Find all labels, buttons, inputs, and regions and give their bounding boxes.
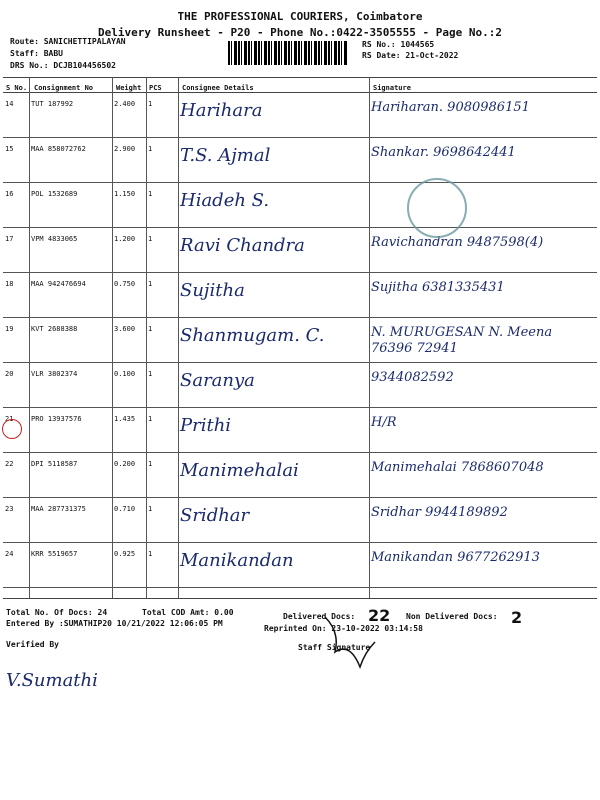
row-consignee-name: T.S. Ajmal: [178, 138, 369, 183]
table-row: [3, 93, 597, 138]
verified-by: Verified By: [6, 640, 59, 649]
drs-number: DRS No.: DCJB104456502: [10, 61, 116, 70]
row-weight: 1.150: [112, 183, 146, 228]
row-consignee-name: Hiadeh S.: [178, 183, 369, 228]
row-pcs: 1: [146, 363, 178, 408]
row-pcs: 1: [146, 183, 178, 228]
row-pcs: 1: [146, 228, 178, 273]
row-weight: 1.200: [112, 228, 146, 273]
rs-number: RS No.: 1044565: [362, 40, 435, 49]
row-sno: 19: [3, 318, 29, 363]
delivered-label: Delivered Docs:: [283, 612, 356, 621]
row-weight: 0.100: [112, 363, 146, 408]
total-cod: Total COD Amt: 0.00: [142, 608, 234, 617]
table-row: [3, 228, 597, 273]
row-pcs: 1: [146, 408, 178, 453]
row-weight: 0.710: [112, 498, 146, 543]
row-pcs: 1: [146, 273, 178, 318]
row-consignment: PRO 13937576: [29, 408, 112, 453]
row-weight: 3.600: [112, 318, 146, 363]
table-row: [3, 183, 597, 228]
barcode: [228, 41, 348, 65]
col-weight: Weight: [116, 84, 142, 92]
row-sno: 17: [3, 228, 29, 273]
row-sno: 16: [3, 183, 29, 228]
row-consignee-name: Harihara: [178, 93, 369, 138]
row-consignee-name: Sridhar: [178, 498, 369, 543]
table-row: [3, 408, 597, 453]
sheet-title: Delivery Runsheet - P20 - Phone No.:0422-3505555 - Page No.:2: [98, 26, 502, 39]
table-row: [3, 318, 597, 363]
row-weight: 2.400: [112, 93, 146, 138]
row-signature: Sridhar 9944189892: [369, 498, 597, 543]
row-21-circle-mark: [2, 419, 22, 439]
row-consignment: KVT 2688388: [29, 318, 112, 363]
row-weight: 0.750: [112, 273, 146, 318]
col-sno: S No.: [6, 84, 28, 92]
table-row: [3, 498, 597, 543]
table-row: [3, 363, 597, 408]
row-consignment: KRR 5519657: [29, 543, 112, 588]
row-consignee-name: Sujitha: [178, 273, 369, 318]
row-consignment: POL 1532689: [29, 183, 112, 228]
row-consignee-name: Prithi: [178, 408, 369, 453]
table-row: [3, 543, 597, 588]
staff: Staff: BABU: [10, 49, 63, 58]
row-sno: 15: [3, 138, 29, 183]
row-sno: 21: [3, 408, 29, 453]
row-weight: 0.200: [112, 453, 146, 498]
table-row: [3, 453, 597, 498]
row-consignment: VLR 3802374: [29, 363, 112, 408]
row-pcs: 1: [146, 138, 178, 183]
row-consignee-name: Manimehalai: [178, 453, 369, 498]
col-pcs: PCS: [149, 84, 162, 92]
row-signature: N. MURUGESAN N. Meena 76396 72941: [369, 318, 597, 363]
row-consignment: MAA 942476694: [29, 273, 112, 318]
row-sno: 20: [3, 363, 29, 408]
row-signature: Hariharan. 9080986151: [369, 93, 597, 138]
row-signature: Ravichandran 9487598(4): [369, 228, 597, 273]
row-consignment: VPM 4833065: [29, 228, 112, 273]
company-title: THE PROFESSIONAL COURIERS, Coimbatore: [177, 10, 423, 23]
company-stamp: [407, 178, 467, 238]
row-weight: 1.435: [112, 408, 146, 453]
col-consignee: Consignee Details: [182, 84, 254, 92]
row-pcs: 1: [146, 93, 178, 138]
row-consignee-name: Ravi Chandra: [178, 228, 369, 273]
row-sno: 22: [3, 453, 29, 498]
row-weight: 0.925: [112, 543, 146, 588]
table-rule-bottom: [3, 598, 597, 599]
rs-date: RS Date: 21-Oct-2022: [362, 51, 459, 60]
header-rule-top: [3, 77, 597, 78]
col-consignment: Consignment No: [34, 84, 94, 92]
row-consignment: DPI 5118587: [29, 453, 112, 498]
table-row: [3, 138, 597, 183]
row-sno: 23: [3, 498, 29, 543]
row-sno: 24: [3, 543, 29, 588]
row-sno: 18: [3, 273, 29, 318]
row-signature: H/R: [369, 408, 597, 453]
row-consignment: MAA 858072762: [29, 138, 112, 183]
row-consignee-name: Manikandan: [178, 543, 369, 588]
row-signature: Manimehalai 7868607048: [369, 453, 597, 498]
delivered-count: 22: [368, 606, 391, 625]
total-docs: Total No. Of Docs: 24: [6, 608, 108, 617]
row-signature: 9344082592: [369, 363, 597, 408]
runsheet-table: [3, 93, 597, 588]
verifier-signature: V.Sumathi: [6, 670, 98, 691]
non-delivered-count: 2: [511, 608, 523, 627]
row-signature: Shankar. 9698642441: [369, 138, 597, 183]
row-pcs: 1: [146, 543, 178, 588]
row-signature: Sujitha 6381335431: [369, 273, 597, 318]
row-pcs: 1: [146, 318, 178, 363]
row-signature: [369, 183, 597, 228]
row-consignee-name: Saranya: [178, 363, 369, 408]
table-row: [3, 273, 597, 318]
col-signature: Signature: [373, 84, 411, 92]
row-consignment: TUT 187992: [29, 93, 112, 138]
route: Route: SANICHETTIPALAYAN: [10, 37, 126, 46]
reprinted-on: Reprinted On: 23-10-2022 03:14:58: [264, 624, 423, 633]
entered-by: Entered By :SUMATHIP20 10/21/2022 12:06:05 PM: [6, 619, 223, 628]
row-pcs: 1: [146, 453, 178, 498]
row-consignment: MAA 287731375: [29, 498, 112, 543]
row-pcs: 1: [146, 498, 178, 543]
staff-signature-scribble: [320, 612, 380, 672]
staff-signature-label: Staff Signature: [298, 643, 371, 652]
non-delivered-label: Non Delivered Docs:: [406, 612, 498, 621]
row-weight: 2.900: [112, 138, 146, 183]
row-consignee-name: Shanmugam. C.: [178, 318, 369, 363]
row-signature: Manikandan 9677262913: [369, 543, 597, 588]
row-sno: 14: [3, 93, 29, 138]
